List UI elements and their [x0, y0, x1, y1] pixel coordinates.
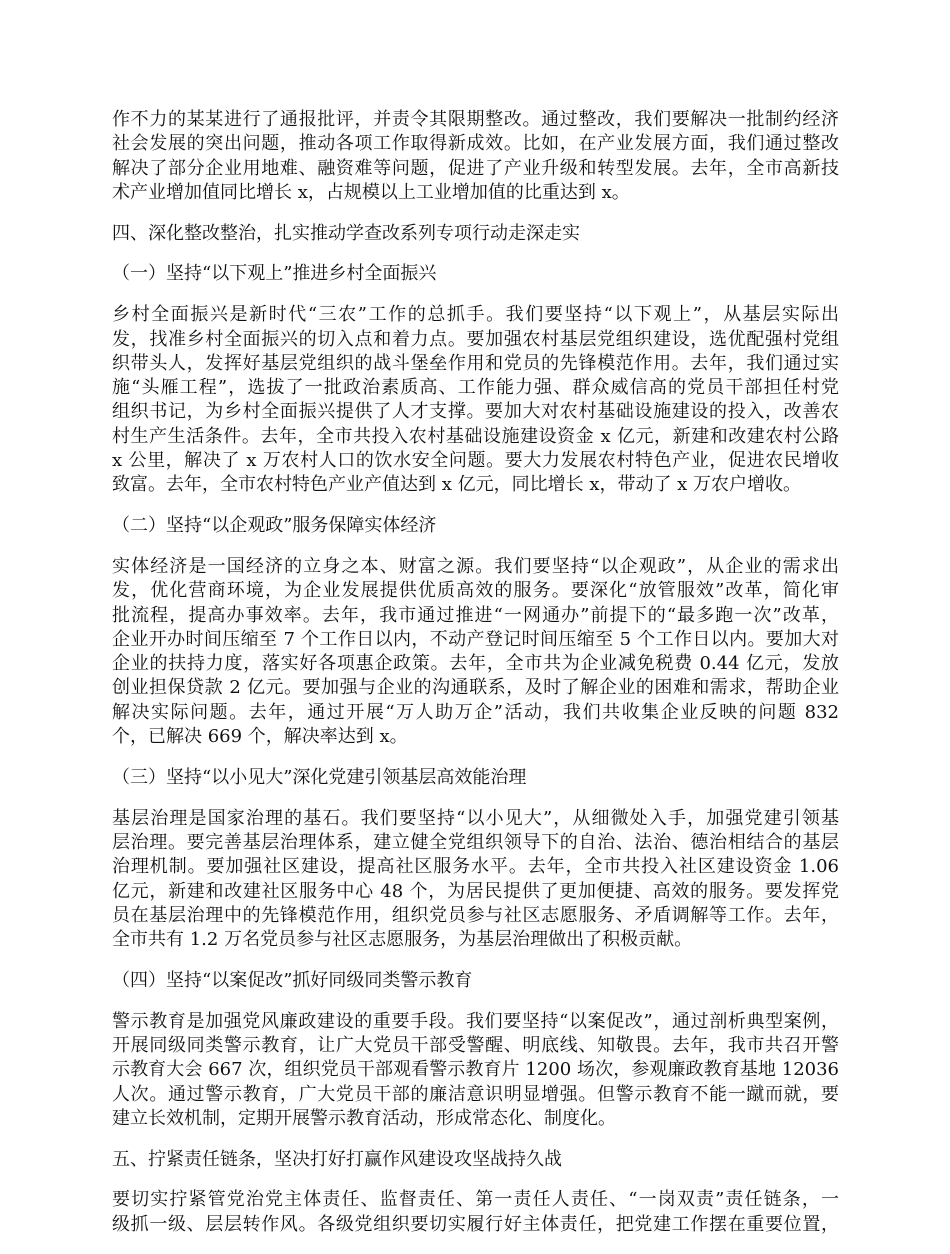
- text-line: 亿元，新建和改建社区服务中心 48 个，为居民提供了更加便捷、高效的服务。要发挥党: [112, 880, 839, 902]
- text-line: 织带头人，发挥好基层党组织的战斗堡垒作用和党员的先锋模范作用。去年，我们通过实: [112, 352, 839, 374]
- body-paragraph: [112, 303, 839, 497]
- text-line: 组织书记，为乡村全面振兴提供了人才支撑。要加大对农村基础设施建设的投入，改善农: [112, 401, 839, 423]
- text-line: 五、拧紧责任链条，坚决打好打赢作风建设攻坚战持久战: [112, 1148, 562, 1170]
- text-line: 全市共有 1.2 万名党员参与社区志愿服务，为基层治理做出了积极贡献。: [112, 929, 693, 951]
- text-line: 作不力的某某进行了通报批评，并责令其限期整改。通过整改，我们要解决一批制约经济: [112, 109, 839, 130]
- text-line: 批流程，提高办事效率。去年，我市通过推进“一网通办”前提下的“最多跑一次”改革，: [112, 604, 839, 626]
- section-heading: [112, 262, 839, 286]
- text-line: 社会发展的突出问题，推动各项工作取得新成效。比如，在产业发展方面，我们通过整改: [112, 133, 839, 155]
- text-line: 解决了部分企业用地难、融资难等问题，促进了产业升级和转型发展。去年，全市高新技: [112, 157, 839, 179]
- section-heading: [112, 766, 839, 790]
- body-paragraph: [112, 108, 839, 205]
- text-line: （一）坚持“以下观上”推进乡村全面振兴: [112, 263, 437, 285]
- text-line: 员在基层治理中的先锋模范作用，组织党员参与社区志愿服务、矛盾调解等工作。去年，: [112, 904, 839, 926]
- text-line: 企业开办时间压缩至 7 个工作日以内，不动产登记时间压缩至 5 个工作日以内。要加大对: [112, 628, 839, 650]
- text-line: 施“头雁工程”，选拔了一批政治素质高、工作能力强、群众威信高的党员干部担任村党: [112, 377, 839, 399]
- text-line: 示教育大会 667 次，组织党员干部观看警示教育片 1200 场次，参观廉政教育基地 12036: [112, 1059, 839, 1081]
- text-line: 创业担保贷款 2 亿元。要加强与企业的沟通联系，及时了解企业的困难和需求，帮助企业: [112, 677, 839, 699]
- text-line: x 公里，解决了 x 万农村人口的饮水安全问题。要大力发展农村特色产业，促进农民增收: [112, 450, 839, 472]
- text-line: 警示教育是加强党风廉政建设的重要手段。我们要坚持“以案促改”，通过剖析典型案例，: [112, 1010, 839, 1032]
- text-line: 发，找准乡村全面振兴的切入点和着力点。要加强农村基层党组织建设，选优配强村党组: [112, 328, 839, 350]
- text-line: 基层治理是国家治理的基石。我们要坚持“以小见大”，从细微处入手，加强党建引领基: [112, 807, 839, 829]
- text-line: （三）坚持“以小见大”深化党建引领基层高效能治理: [112, 766, 527, 788]
- section-heading: [112, 514, 839, 538]
- text-line: 人次。通过警示教育，广大党员干部的廉洁意识明显增强。但警示教育不能一蹴而就，要: [112, 1083, 839, 1105]
- text-line: 四、深化整改整治，扎实推动学查改系列专项行动走深走实: [112, 222, 580, 244]
- body-paragraph: [112, 807, 839, 953]
- text-line: 术产业增加值同比增长 x，占规模以上工业增加值的比重达到 x。: [112, 181, 630, 203]
- text-line: 个，已解决 669 个，解决率达到 x。: [112, 726, 408, 748]
- text-line: 治理机制。要加强社区建设，提高社区服务水平。去年，全市共投入社区建设资金 1.06: [112, 856, 839, 878]
- text-line: 级抓一级、层层转作风。各级党组织要切实履行好主体责任，把党建工作摆在重要位置，: [112, 1213, 839, 1235]
- text-line: 致富。去年，全市农村特色产业产值达到 x 亿元，同比增长 x，带动了 x 万农户增收。: [112, 474, 802, 496]
- text-line: 村生产生活条件。去年，全市共投入农村基础设施建设资金 x 亿元，新建和改建农村公路: [112, 425, 839, 447]
- section-heading: [112, 969, 839, 993]
- body-paragraph: [112, 555, 839, 749]
- text-line: （四）坚持“以案促改”抓好同级同类警示教育: [112, 969, 473, 991]
- document-body: [112, 108, 839, 1254]
- text-line: 发，优化营商环境，为企业发展提供优质高效的服务。要深化“放管服效”改革，简化审: [112, 580, 839, 602]
- text-line: （二）坚持“以企观政”服务保障实体经济: [112, 515, 437, 537]
- text-line: 乡村全面振兴是新时代“三农”工作的总抓手。我们要坚持“以下观上”，从基层实际出: [112, 304, 839, 326]
- text-line: 企业的扶持力度，落实好各项惠企政策。去年，全市共为企业减免税费 0.44 亿元，发放: [112, 653, 839, 675]
- text-line: 层治理。要完善基层治理体系，建立健全党组织领导下的自治、法治、德治相结合的基层: [112, 831, 839, 853]
- text-line: 开展同级同类警示教育，让广大党员干部受警醒、明底线、知敬畏。去年，我市共召开警: [112, 1035, 839, 1056]
- text-line: 解决实际问题。去年，通过开展“万人助万企”活动，我们共收集企业反映的问题 832: [112, 701, 839, 723]
- text-line: 实体经济是一国经济的立身之本、财富之源。我们要坚持“以企观政”，从企业的需求出: [112, 555, 839, 577]
- text-line: 建立长效机制，定期开展警示教育活动，形成常态化、制度化。: [112, 1107, 616, 1129]
- body-paragraph: [112, 1010, 839, 1131]
- section-heading: [112, 1148, 839, 1172]
- section-heading: [112, 222, 839, 246]
- text-line: 要切实拧紧管党治党主体责任、监督责任、第一责任人责任、“一岗双责”责任链条，一: [112, 1189, 839, 1211]
